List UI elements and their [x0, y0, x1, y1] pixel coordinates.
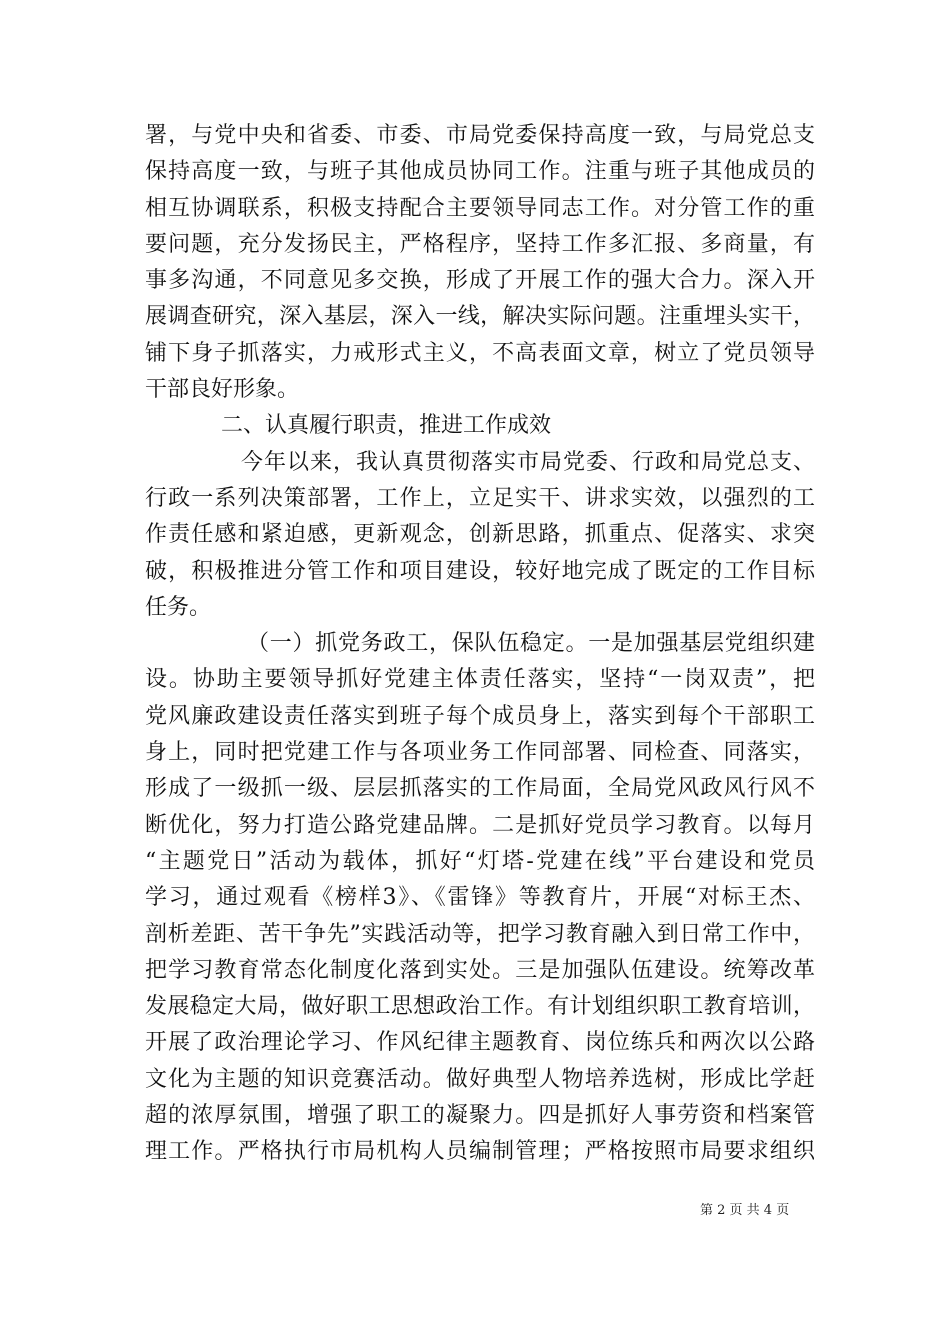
- text-line-7: 铺下身子抓落实，力戒形式主义，不高表面文章，树立了党员领导: [145, 340, 815, 366]
- text-line-5: 事多沟通，不同意见多交换，形成了开展工作的强大合力。深入开: [145, 268, 815, 294]
- text-line-8: 干部良好形象。: [145, 377, 300, 403]
- text-line-26: 开展了政治理论学习、作风纪律主题教育、岗位练兵和两次以公路: [145, 1030, 815, 1056]
- text-line-19: 形成了一级抓一级、层层抓落实的工作局面，全局党风政风行风不: [145, 776, 815, 802]
- text-line-12: 作责任感和紧迫感，更新观念，创新思路，抓重点、促落实、求突: [145, 522, 815, 548]
- text-line-1: 署，与党中央和省委、市委、市局党委保持高度一致，与局党总支: [145, 123, 815, 148]
- text-line-20: 断优化，努力打造公路党建品牌。二是抓好党员学习教育。以每月: [145, 812, 815, 838]
- text-line-18: 身上，同时把党建工作与各项业务工作同部署、同检查、同落实，: [145, 740, 815, 766]
- section-heading: 二、认真履行职责，推进工作成效: [221, 413, 552, 439]
- text-line-2: 保持高度一致，与班子其他成员协同工作。注重与班子其他成员的: [145, 159, 815, 185]
- text-line-14: 任务。: [145, 594, 212, 620]
- text-line-3: 相互协调联系，积极支持配合主要领导同志工作。对分管工作的重: [145, 195, 815, 221]
- text-line-6: 展调查研究，深入基层，深入一线，解决实际问题。注重埋头实干，: [145, 304, 815, 330]
- document-body: [145, 118, 815, 1171]
- text-line-23: 剖析差距、苦干争先”实践活动等，把学习教育融入到日常工作中，: [145, 921, 815, 947]
- text-line-27: 文化为主题的知识竞赛活动。做好典型人物培养选树，形成比学赶: [145, 1066, 815, 1092]
- subsection-line: （一）抓党务政工，保队伍稳定。一是加强基层党组织建: [247, 631, 815, 657]
- text-line-10: 今年以来，我认真贯彻落实市局党委、行政和局党总支、: [241, 449, 815, 475]
- page-number-footer: 第 2 页 共 4 页: [700, 1203, 790, 1218]
- text-line-11: 行政一系列决策部署，工作上，立足实干、讲求实效，以强烈的工: [145, 485, 815, 511]
- text-line-17: 党风廉政建设责任落实到班子每个成员身上，落实到每个干部职工: [145, 703, 815, 729]
- text-line-21: “主题党日”活动为载体，抓好“灯塔-党建在线”平台建设和党员: [145, 848, 815, 874]
- text-line-29: 理工作。严格执行市局机构人员编制管理；严格按照市局要求组织: [145, 1139, 815, 1165]
- text-line-16: 设。协助主要领导抓好党建主体责任落实，坚持“一岗双责”，把: [145, 667, 815, 693]
- text-line-25: 发展稳定大局，做好职工思想政治工作。有计划组织职工教育培训，: [145, 994, 815, 1020]
- text-line-22: 学习，通过观看《榜样3》、《雷锋》等教育片，开展“对标王杰、: [145, 885, 815, 911]
- text-line-24: 把学习教育常态化制度化落到实处。三是加强队伍建设。统筹改革: [145, 957, 815, 983]
- text-line-4: 要问题，充分发扬民主，严格程序，坚持工作多汇报、多商量，有: [145, 231, 815, 257]
- text-line-28: 超的浓厚氛围，增强了职工的凝聚力。四是抓好人事劳资和档案管: [145, 1103, 815, 1129]
- text-line-13: 破，积极推进分管工作和项目建设，较好地完成了既定的工作目标: [145, 558, 815, 584]
